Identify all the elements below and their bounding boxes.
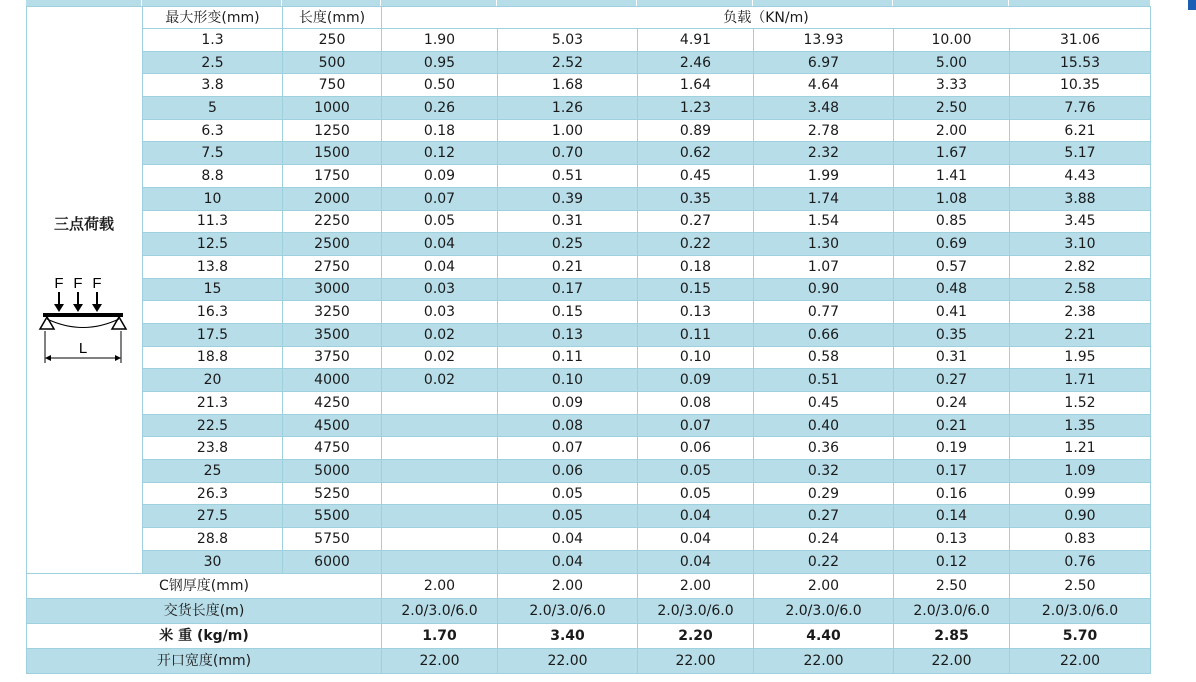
load-value-cell: 0.13 bbox=[638, 301, 754, 324]
load-value-cell: 0.08 bbox=[638, 392, 754, 415]
load-value-cell: 2.50 bbox=[894, 97, 1010, 120]
table-row bbox=[27, 74, 1151, 97]
footer-value-cell: 2.00 bbox=[498, 573, 638, 598]
load-value-cell: 0.15 bbox=[638, 278, 754, 301]
load-value-cell: 0.27 bbox=[754, 505, 894, 528]
header-deflection: 最大形变(mm) bbox=[143, 7, 283, 29]
load-value-cell: 31.06 bbox=[1010, 29, 1151, 52]
load-value-cell: 1.71 bbox=[1010, 369, 1151, 392]
force-label: F bbox=[92, 274, 102, 292]
load-value-cell: 1.54 bbox=[754, 210, 894, 233]
load-value-cell: 0.17 bbox=[894, 460, 1010, 483]
footer-value-cell: 1.70 bbox=[382, 623, 498, 648]
footer-value-cell: 2.85 bbox=[894, 623, 1010, 648]
support-icon bbox=[40, 317, 54, 329]
header-load: 负载（KN/m) bbox=[382, 7, 1151, 29]
load-value-cell: 1.23 bbox=[638, 97, 754, 120]
load-value-cell: 6.97 bbox=[754, 51, 894, 74]
deflection-cell: 6.3 bbox=[143, 119, 283, 142]
footer-value-cell: 2.0/3.0/6.0 bbox=[382, 598, 498, 623]
load-value-cell: 0.04 bbox=[638, 550, 754, 573]
table-row bbox=[27, 550, 1151, 573]
deflection-cell: 5 bbox=[143, 97, 283, 120]
table-row bbox=[27, 392, 1151, 415]
load-value-cell bbox=[382, 505, 498, 528]
load-value-cell: 1.99 bbox=[754, 165, 894, 188]
load-value-cell: 1.08 bbox=[894, 187, 1010, 210]
load-value-cell: 10.35 bbox=[1010, 74, 1151, 97]
length-cell: 3750 bbox=[283, 346, 382, 369]
load-value-cell: 0.95 bbox=[382, 51, 498, 74]
three-point-load-diagram bbox=[37, 274, 131, 366]
load-value-cell bbox=[382, 414, 498, 437]
load-value-cell bbox=[382, 392, 498, 415]
load-value-cell: 1.68 bbox=[498, 74, 638, 97]
deflection-cell: 15 bbox=[143, 278, 283, 301]
footer-value-cell: 2.0/3.0/6.0 bbox=[1010, 598, 1151, 623]
load-value-cell: 5.00 bbox=[894, 51, 1010, 74]
load-type-cell bbox=[27, 7, 143, 574]
load-value-cell: 1.26 bbox=[498, 97, 638, 120]
length-cell: 4500 bbox=[283, 414, 382, 437]
length-cell: 3250 bbox=[283, 301, 382, 324]
load-value-cell: 2.46 bbox=[638, 51, 754, 74]
support-icon bbox=[112, 317, 126, 329]
table-row bbox=[27, 210, 1151, 233]
length-cell: 4750 bbox=[283, 437, 382, 460]
load-value-cell: 0.11 bbox=[638, 323, 754, 346]
load-value-cell: 0.17 bbox=[498, 278, 638, 301]
footer-value-cell: 2.0/3.0/6.0 bbox=[894, 598, 1010, 623]
load-value-cell: 0.83 bbox=[1010, 528, 1151, 551]
length-cell: 750 bbox=[283, 74, 382, 97]
deflection-cell: 20 bbox=[143, 369, 283, 392]
length-cell: 6000 bbox=[283, 550, 382, 573]
load-value-cell: 0.31 bbox=[498, 210, 638, 233]
load-value-cell: 0.21 bbox=[498, 255, 638, 278]
length-cell: 4000 bbox=[283, 369, 382, 392]
deflection-cell: 2.5 bbox=[143, 51, 283, 74]
load-value-cell: 0.12 bbox=[382, 142, 498, 165]
footer-value-cell: 3.40 bbox=[498, 623, 638, 648]
load-value-cell: 0.02 bbox=[382, 346, 498, 369]
footer-value-cell: 2.00 bbox=[638, 573, 754, 598]
load-value-cell: 0.39 bbox=[498, 187, 638, 210]
load-value-cell: 2.82 bbox=[1010, 255, 1151, 278]
load-value-cell: 0.03 bbox=[382, 278, 498, 301]
load-value-cell: 0.12 bbox=[894, 550, 1010, 573]
load-value-cell: 0.10 bbox=[638, 346, 754, 369]
load-value-cell: 0.06 bbox=[498, 460, 638, 483]
deflection-cell: 11.3 bbox=[143, 210, 283, 233]
table-row bbox=[27, 414, 1151, 437]
deflection-cell: 27.5 bbox=[143, 505, 283, 528]
load-value-cell: 0.90 bbox=[1010, 505, 1151, 528]
load-value-cell: 0.07 bbox=[382, 187, 498, 210]
load-value-cell: 0.05 bbox=[638, 482, 754, 505]
load-value-cell: 0.24 bbox=[754, 528, 894, 551]
load-value-cell: 0.15 bbox=[498, 301, 638, 324]
load-value-cell: 1.67 bbox=[894, 142, 1010, 165]
deflection-cell: 25 bbox=[143, 460, 283, 483]
load-value-cell: 0.04 bbox=[382, 233, 498, 256]
load-value-cell: 1.90 bbox=[382, 29, 498, 52]
load-value-cell: 0.04 bbox=[498, 528, 638, 551]
force-label: F bbox=[73, 274, 83, 292]
footer-value-cell: 2.50 bbox=[894, 573, 1010, 598]
load-value-cell: 0.10 bbox=[498, 369, 638, 392]
load-table bbox=[26, 6, 1151, 674]
footer-value-cell: 2.0/3.0/6.0 bbox=[638, 598, 754, 623]
footer-value-cell: 22.00 bbox=[1010, 648, 1151, 673]
load-value-cell: 0.09 bbox=[498, 392, 638, 415]
load-value-cell: 1.74 bbox=[754, 187, 894, 210]
length-cell: 1500 bbox=[283, 142, 382, 165]
table-row bbox=[27, 119, 1151, 142]
table-row bbox=[27, 255, 1151, 278]
load-value-cell: 0.05 bbox=[638, 460, 754, 483]
load-value-cell: 0.07 bbox=[638, 414, 754, 437]
load-value-cell: 0.06 bbox=[638, 437, 754, 460]
table-row bbox=[27, 460, 1151, 483]
length-cell: 5500 bbox=[283, 505, 382, 528]
load-value-cell: 0.27 bbox=[894, 369, 1010, 392]
footer-row bbox=[27, 648, 1151, 673]
load-value-cell: 0.62 bbox=[638, 142, 754, 165]
load-value-cell bbox=[382, 550, 498, 573]
load-value-cell: 0.57 bbox=[894, 255, 1010, 278]
scrollbar-edge bbox=[1188, 0, 1196, 10]
load-value-cell: 0.27 bbox=[638, 210, 754, 233]
footer-label: 米 重 (kg/m) bbox=[27, 623, 382, 648]
load-value-cell: 1.35 bbox=[1010, 414, 1151, 437]
load-value-cell: 2.52 bbox=[498, 51, 638, 74]
deflection-cell: 1.3 bbox=[143, 29, 283, 52]
load-value-cell: 0.35 bbox=[638, 187, 754, 210]
load-value-cell: 0.22 bbox=[754, 550, 894, 573]
load-value-cell: 0.04 bbox=[382, 255, 498, 278]
load-value-cell: 0.08 bbox=[498, 414, 638, 437]
footer-value-cell: 4.40 bbox=[754, 623, 894, 648]
beam-icon bbox=[43, 313, 123, 317]
deflection-cell: 16.3 bbox=[143, 301, 283, 324]
deflection-cell: 7.5 bbox=[143, 142, 283, 165]
load-value-cell: 1.21 bbox=[1010, 437, 1151, 460]
load-value-cell: 1.95 bbox=[1010, 346, 1151, 369]
footer-label: 交货长度(m) bbox=[27, 598, 382, 623]
deflection-cell: 17.5 bbox=[143, 323, 283, 346]
load-value-cell: 3.88 bbox=[1010, 187, 1151, 210]
deflection-cell: 30 bbox=[143, 550, 283, 573]
table-row bbox=[27, 505, 1151, 528]
load-value-cell: 4.43 bbox=[1010, 165, 1151, 188]
load-value-cell: 0.19 bbox=[894, 437, 1010, 460]
length-cell: 2250 bbox=[283, 210, 382, 233]
load-value-cell: 0.02 bbox=[382, 323, 498, 346]
load-value-cell: 5.17 bbox=[1010, 142, 1151, 165]
load-value-cell: 0.89 bbox=[638, 119, 754, 142]
load-value-cell: 0.32 bbox=[754, 460, 894, 483]
load-value-cell: 0.85 bbox=[894, 210, 1010, 233]
load-value-cell: 1.41 bbox=[894, 165, 1010, 188]
load-value-cell: 0.45 bbox=[754, 392, 894, 415]
table-row bbox=[27, 187, 1151, 210]
length-cell: 2500 bbox=[283, 233, 382, 256]
footer-label: 开口宽度(mm) bbox=[27, 648, 382, 673]
length-cell: 500 bbox=[283, 51, 382, 74]
load-value-cell: 0.14 bbox=[894, 505, 1010, 528]
load-value-cell: 0.04 bbox=[498, 550, 638, 573]
load-value-cell: 0.21 bbox=[894, 414, 1010, 437]
load-value-cell: 2.58 bbox=[1010, 278, 1151, 301]
load-value-cell: 0.51 bbox=[498, 165, 638, 188]
footer-value-cell: 22.00 bbox=[382, 648, 498, 673]
load-value-cell: 0.36 bbox=[754, 437, 894, 460]
footer-row bbox=[27, 573, 1151, 598]
deflection-cell: 23.8 bbox=[143, 437, 283, 460]
load-value-cell: 0.41 bbox=[894, 301, 1010, 324]
table-row bbox=[27, 323, 1151, 346]
footer-value-cell: 2.00 bbox=[754, 573, 894, 598]
load-value-cell: 0.04 bbox=[638, 528, 754, 551]
load-value-cell: 1.07 bbox=[754, 255, 894, 278]
table-row bbox=[27, 437, 1151, 460]
table-row bbox=[27, 97, 1151, 120]
load-value-cell: 0.22 bbox=[638, 233, 754, 256]
deflection-cell: 12.5 bbox=[143, 233, 283, 256]
load-value-cell: 2.21 bbox=[1010, 323, 1151, 346]
load-value-cell: 6.21 bbox=[1010, 119, 1151, 142]
length-cell: 5250 bbox=[283, 482, 382, 505]
table-row bbox=[27, 165, 1151, 188]
load-value-cell: 0.09 bbox=[382, 165, 498, 188]
load-value-cell: 0.45 bbox=[638, 165, 754, 188]
load-value-cell: 0.35 bbox=[894, 323, 1010, 346]
footer-value-cell: 2.00 bbox=[382, 573, 498, 598]
footer-row bbox=[27, 598, 1151, 623]
length-cell: 3500 bbox=[283, 323, 382, 346]
load-value-cell bbox=[382, 482, 498, 505]
load-value-cell: 3.48 bbox=[754, 97, 894, 120]
load-value-cell: 0.51 bbox=[754, 369, 894, 392]
load-value-cell: 0.26 bbox=[382, 97, 498, 120]
load-value-cell: 4.64 bbox=[754, 74, 894, 97]
load-value-cell: 0.90 bbox=[754, 278, 894, 301]
load-value-cell: 0.66 bbox=[754, 323, 894, 346]
load-value-cell: 10.00 bbox=[894, 29, 1010, 52]
header-row bbox=[27, 7, 1151, 29]
footer-value-cell: 2.20 bbox=[638, 623, 754, 648]
load-value-cell: 0.48 bbox=[894, 278, 1010, 301]
load-value-cell: 0.05 bbox=[498, 505, 638, 528]
load-type-label: 三点荷载 bbox=[53, 214, 114, 233]
load-value-cell: 4.91 bbox=[638, 29, 754, 52]
load-value-cell: 0.18 bbox=[638, 255, 754, 278]
load-value-cell: 0.76 bbox=[1010, 550, 1151, 573]
load-value-cell: 2.38 bbox=[1010, 301, 1151, 324]
load-value-cell: 0.70 bbox=[498, 142, 638, 165]
load-value-cell: 7.76 bbox=[1010, 97, 1151, 120]
deflection-cell: 22.5 bbox=[143, 414, 283, 437]
load-value-cell: 1.30 bbox=[754, 233, 894, 256]
load-value-cell: 3.10 bbox=[1010, 233, 1151, 256]
load-value-cell: 5.03 bbox=[498, 29, 638, 52]
footer-value-cell: 22.00 bbox=[754, 648, 894, 673]
load-value-cell: 0.58 bbox=[754, 346, 894, 369]
load-value-cell: 2.00 bbox=[894, 119, 1010, 142]
load-value-cell: 1.64 bbox=[638, 74, 754, 97]
load-value-cell bbox=[382, 528, 498, 551]
load-value-cell: 0.69 bbox=[894, 233, 1010, 256]
table-row bbox=[27, 482, 1151, 505]
load-value-cell: 0.40 bbox=[754, 414, 894, 437]
load-value-cell: 0.29 bbox=[754, 482, 894, 505]
load-value-cell: 0.13 bbox=[498, 323, 638, 346]
deflection-cell: 8.8 bbox=[143, 165, 283, 188]
load-value-cell: 3.45 bbox=[1010, 210, 1151, 233]
load-value-cell: 0.99 bbox=[1010, 482, 1151, 505]
load-value-cell bbox=[382, 437, 498, 460]
load-value-cell: 0.24 bbox=[894, 392, 1010, 415]
deflection-cell: 3.8 bbox=[143, 74, 283, 97]
footer-row bbox=[27, 623, 1151, 648]
load-value-cell bbox=[382, 460, 498, 483]
load-value-cell: 0.13 bbox=[894, 528, 1010, 551]
header-length: 长度(mm) bbox=[283, 7, 382, 29]
length-cell: 4250 bbox=[283, 392, 382, 415]
load-value-cell: 0.04 bbox=[638, 505, 754, 528]
length-cell: 5000 bbox=[283, 460, 382, 483]
load-value-cell: 0.31 bbox=[894, 346, 1010, 369]
deflection-cell: 26.3 bbox=[143, 482, 283, 505]
deflection-cell: 21.3 bbox=[143, 392, 283, 415]
load-value-cell: 0.02 bbox=[382, 369, 498, 392]
footer-label: C钢厚度(mm) bbox=[27, 573, 382, 598]
load-value-cell: 0.11 bbox=[498, 346, 638, 369]
footer-value-cell: 2.50 bbox=[1010, 573, 1151, 598]
table-row bbox=[27, 301, 1151, 324]
load-value-cell: 0.03 bbox=[382, 301, 498, 324]
load-value-cell: 0.07 bbox=[498, 437, 638, 460]
footer-value-cell: 22.00 bbox=[638, 648, 754, 673]
load-value-cell: 0.05 bbox=[498, 482, 638, 505]
length-label: L bbox=[78, 339, 88, 357]
table-row bbox=[27, 528, 1151, 551]
length-cell: 5750 bbox=[283, 528, 382, 551]
length-cell: 2750 bbox=[283, 255, 382, 278]
deflection-cell: 10 bbox=[143, 187, 283, 210]
footer-value-cell: 22.00 bbox=[498, 648, 638, 673]
deflection-cell: 13.8 bbox=[143, 255, 283, 278]
table-row bbox=[27, 278, 1151, 301]
deflection-cell: 18.8 bbox=[143, 346, 283, 369]
table-row bbox=[27, 369, 1151, 392]
table-row bbox=[27, 142, 1151, 165]
load-value-cell: 0.09 bbox=[638, 369, 754, 392]
force-label: F bbox=[54, 274, 64, 292]
load-value-cell: 2.78 bbox=[754, 119, 894, 142]
footer-value-cell: 5.70 bbox=[1010, 623, 1151, 648]
footer-value-cell: 22.00 bbox=[894, 648, 1010, 673]
load-value-cell: 0.77 bbox=[754, 301, 894, 324]
length-cell: 2000 bbox=[283, 187, 382, 210]
table-row bbox=[27, 51, 1151, 74]
table-row bbox=[27, 29, 1151, 52]
length-cell: 1250 bbox=[283, 119, 382, 142]
load-value-cell: 13.93 bbox=[754, 29, 894, 52]
load-value-cell: 0.18 bbox=[382, 119, 498, 142]
load-value-cell: 3.33 bbox=[894, 74, 1010, 97]
footer-value-cell: 2.0/3.0/6.0 bbox=[498, 598, 638, 623]
load-value-cell: 0.05 bbox=[382, 210, 498, 233]
load-value-cell: 1.00 bbox=[498, 119, 638, 142]
deflection-cell: 28.8 bbox=[143, 528, 283, 551]
length-cell: 1750 bbox=[283, 165, 382, 188]
load-value-cell: 1.52 bbox=[1010, 392, 1151, 415]
force-arrow-icon bbox=[59, 292, 97, 306]
load-value-cell: 2.32 bbox=[754, 142, 894, 165]
length-cell: 250 bbox=[283, 29, 382, 52]
length-cell: 3000 bbox=[283, 278, 382, 301]
load-value-cell: 1.09 bbox=[1010, 460, 1151, 483]
length-cell: 1000 bbox=[283, 97, 382, 120]
footer-value-cell: 2.0/3.0/6.0 bbox=[754, 598, 894, 623]
load-value-cell: 0.25 bbox=[498, 233, 638, 256]
table-row bbox=[27, 233, 1151, 256]
load-value-cell: 0.50 bbox=[382, 74, 498, 97]
load-value-cell: 15.53 bbox=[1010, 51, 1151, 74]
table-row bbox=[27, 346, 1151, 369]
load-value-cell: 0.16 bbox=[894, 482, 1010, 505]
